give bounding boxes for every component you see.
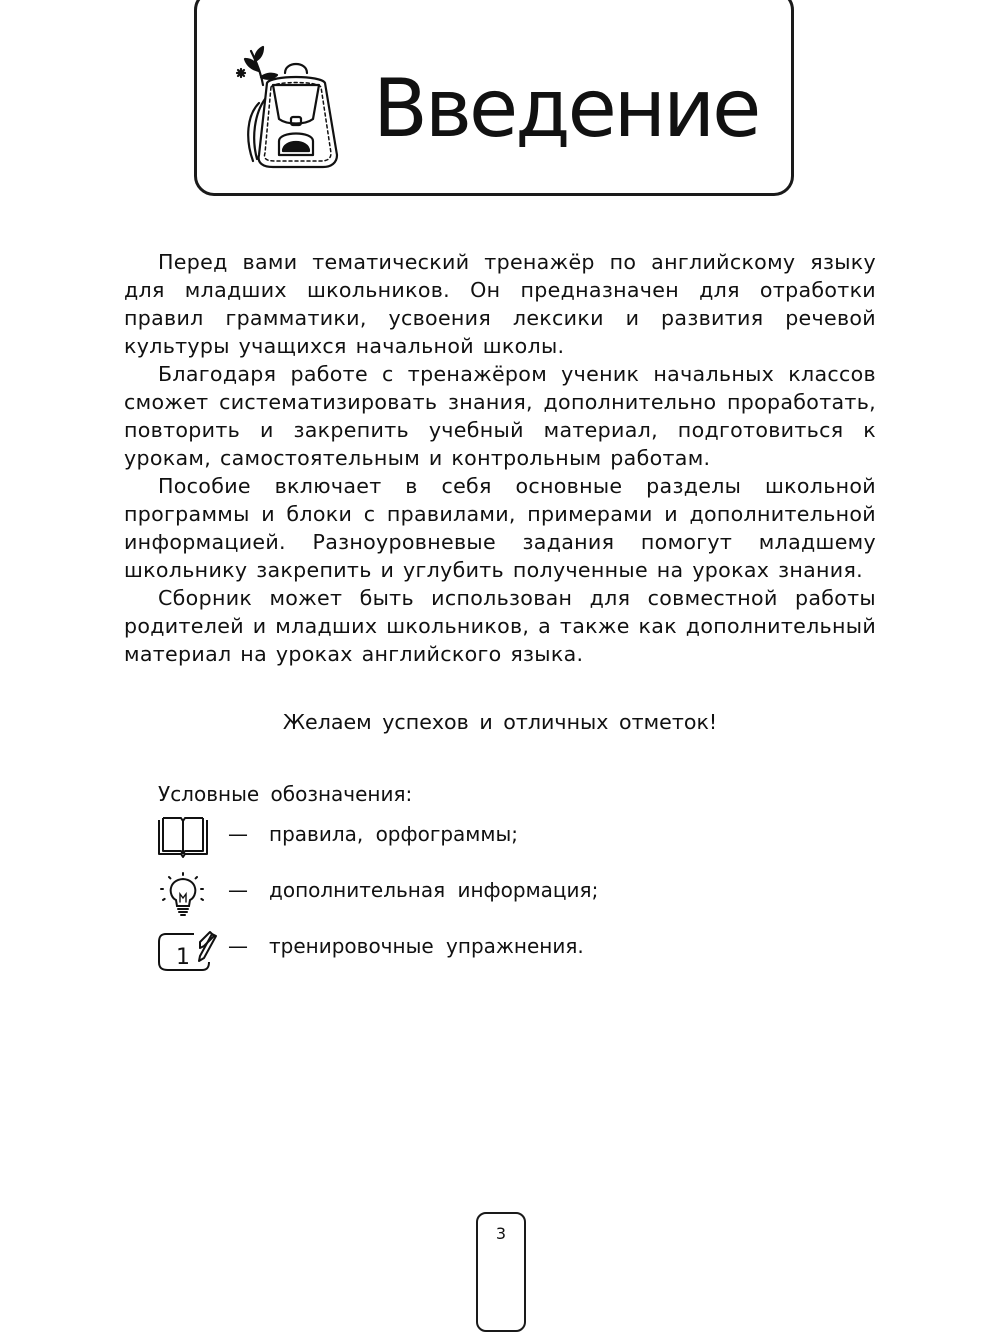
wish-line: Желаем успехов и отличных отметок! xyxy=(282,710,718,734)
paragraph: Перед вами тематический тренажёр по английскому языку для младших школьников. Он предназначен для отработки правил грамматики, усвоения лексики и развития речевой культуры учащихся начальной школы. xyxy=(124,250,876,358)
page-number-tab xyxy=(476,1212,526,1332)
legend-text: правила, орфограммы; xyxy=(269,822,518,846)
backpack-icon xyxy=(233,43,353,171)
lightbulb-icon xyxy=(156,872,210,918)
page-number: 3 xyxy=(495,1224,507,1243)
legend-dash: — xyxy=(228,878,248,902)
legend-dash: — xyxy=(228,934,248,958)
legend-text: дополнительная информация; xyxy=(269,878,599,902)
legend-dash: — xyxy=(228,822,248,846)
legend-title: Условные обозначения: xyxy=(158,782,413,806)
paragraph: Пособие включает в себя основные разделы школьной программы и блоки с правилами, примерами и дополнительной информацией. Разноуровневые задания помогут младшему школьнику закрепить и углубить полученные на уроках знания. xyxy=(124,474,876,582)
intro-body xyxy=(124,248,876,668)
legend-item-info xyxy=(156,872,756,916)
chapter-header-box xyxy=(194,0,794,196)
legend-item-exercises xyxy=(156,928,756,972)
paragraph: Сборник может быть использован для совместной работы родителей и младших школьников, а также как дополнительный материал на уроках английского языка. xyxy=(124,586,876,666)
legend-text: тренировочные упражнения. xyxy=(269,934,584,958)
legend-item-rules xyxy=(156,816,756,860)
open-book-icon xyxy=(156,816,210,858)
exercise-number: 1 xyxy=(176,945,190,970)
numbered-pencil-icon xyxy=(156,928,218,974)
paragraph: Благодаря работе с тренажёром ученик начальных классов сможет систематизировать знания, дополнительно проработать, повторить и закрепить учебный материал, подготовиться к урокам, самостоятельным и контрольным работам. xyxy=(124,362,876,470)
page-title: Введение xyxy=(373,62,759,155)
